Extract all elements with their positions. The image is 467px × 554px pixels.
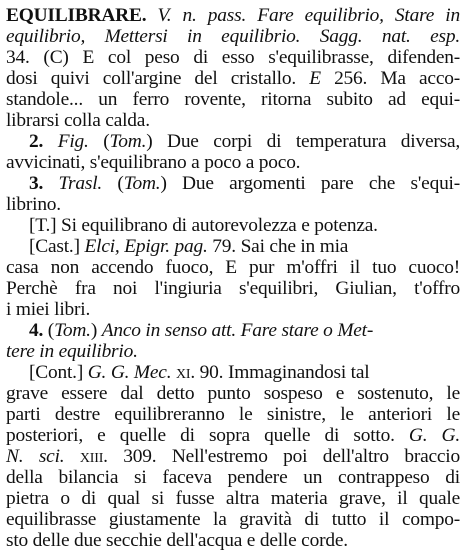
line-content [29, 215, 378, 236]
text-segment: parti destre equilibreranno le sinistre, le anteriori le [6, 404, 460, 425]
text-segment [146, 5, 157, 26]
line-content [6, 530, 348, 551]
text-segment: Perchè fra noi l'ingiuria s'equilibri, Giulian, t'offro [6, 278, 460, 299]
line-content [6, 89, 460, 110]
line-content [29, 320, 373, 341]
italic-text: V. n. pass. Fare equilibrio, Stare in [157, 5, 460, 26]
text-segment [64, 446, 79, 467]
line-content [6, 47, 460, 68]
roman-numeral: xiii [79, 446, 104, 467]
text-segment: 79. Sai che in mia [207, 236, 349, 257]
line-content [6, 509, 460, 530]
italic-text: equilibrio, Mettersi in equilibrio. Sagg. nat. esp. [6, 26, 460, 47]
italic-text: Fig. [57, 131, 89, 152]
line-content [6, 110, 150, 131]
line-content [6, 299, 90, 320]
italic-text: Tom. [54, 320, 91, 341]
italic-text: Tom. [123, 173, 161, 194]
text-segment: . 90. Immaginandosi tal [190, 362, 370, 383]
sense-number: 4. [29, 320, 48, 341]
text-segment: della bilancia si faceva pendere un contrappeso di [6, 467, 460, 488]
line-content [6, 278, 460, 299]
italic-text: N. sci. [6, 446, 65, 467]
line-content [6, 446, 460, 467]
italic-text: tere in equilibrio. [6, 341, 138, 362]
line-content [6, 152, 300, 173]
sense-number: 2. [29, 131, 58, 152]
text-segment: . 309. Nell'estremo poi dell'altro braccio [103, 446, 460, 467]
line-content [6, 383, 460, 404]
italic-text: G. G. [408, 425, 460, 446]
text-segment: ) Due argomenti pare che s'equi- [160, 173, 461, 194]
line-content [29, 173, 460, 194]
text-segment: pietra o di qual si fusse altra materia grave, il quale [6, 488, 460, 509]
line-content [6, 341, 138, 362]
text-segment: librarsi colla calda. [6, 110, 150, 131]
text-segment: 256. Ma acco- [320, 68, 461, 89]
text-segment: avvicinati, s'equilibrano a poco a poco. [6, 152, 301, 173]
text-segment: 34. (C) E col peso di esso s'equilibrasse, difenden- [6, 47, 460, 68]
text-segment: ) Due corpi di temperatura diversa, [146, 131, 461, 152]
line-content [6, 467, 460, 488]
line-content [29, 131, 460, 152]
text-segment: dosi quivi coll'argine del cristallo. [6, 68, 310, 89]
text-segment: posteriori, e quelle di sopra quelle di sotto. [6, 425, 409, 446]
text-segment: standole... un ferro rovente, ritorna subito ad equi- [6, 89, 460, 110]
text-segment: ( [88, 131, 110, 152]
text-segment: grave essere dal detto punto sospeso e sostenuto, le [6, 383, 460, 404]
line-content [6, 488, 460, 509]
text-segment: ) [90, 320, 102, 341]
italic-text: E [309, 68, 321, 89]
text-segment: [Cont.] [29, 362, 88, 383]
text-segment: i miei libri. [6, 299, 91, 320]
line-content [6, 404, 460, 425]
text-segment: casa non accendo fuoco, E pur m'offri il tuo cuoco! [6, 257, 460, 278]
line-content [6, 26, 460, 47]
italic-text: Trasl. [58, 173, 103, 194]
headword: EQUILIBRARE. [6, 5, 147, 26]
text-line [6, 529, 460, 553]
line-content [6, 257, 460, 278]
italic-text: Elci, Epigr. pag. [84, 236, 208, 257]
text-segment: [Cast.] [29, 236, 85, 257]
sense-number: 3. [29, 173, 59, 194]
text-segment: equilibrasse giustamente la gravità di tutto il compo- [6, 509, 460, 530]
line-content [29, 236, 348, 257]
text-segment: ( [47, 320, 55, 341]
line-content [6, 68, 460, 89]
text-segment: [T.] Si equilibrano di autorevolezza e potenza. [29, 215, 378, 236]
line-content [29, 362, 369, 383]
italic-text: Anco in senso att. Fare stare o Met- [101, 320, 374, 341]
italic-text: Tom. [109, 131, 147, 152]
text-segment: sto delle due secchie dell'acqua e delle corde. [6, 530, 348, 551]
line-content [6, 194, 61, 215]
text-segment: librino. [6, 194, 61, 215]
text-segment: ( [102, 173, 124, 194]
line-content [6, 5, 460, 26]
line-content [6, 425, 460, 446]
roman-numeral: xi [176, 362, 191, 383]
italic-text: G. G. Mec. [87, 362, 172, 383]
